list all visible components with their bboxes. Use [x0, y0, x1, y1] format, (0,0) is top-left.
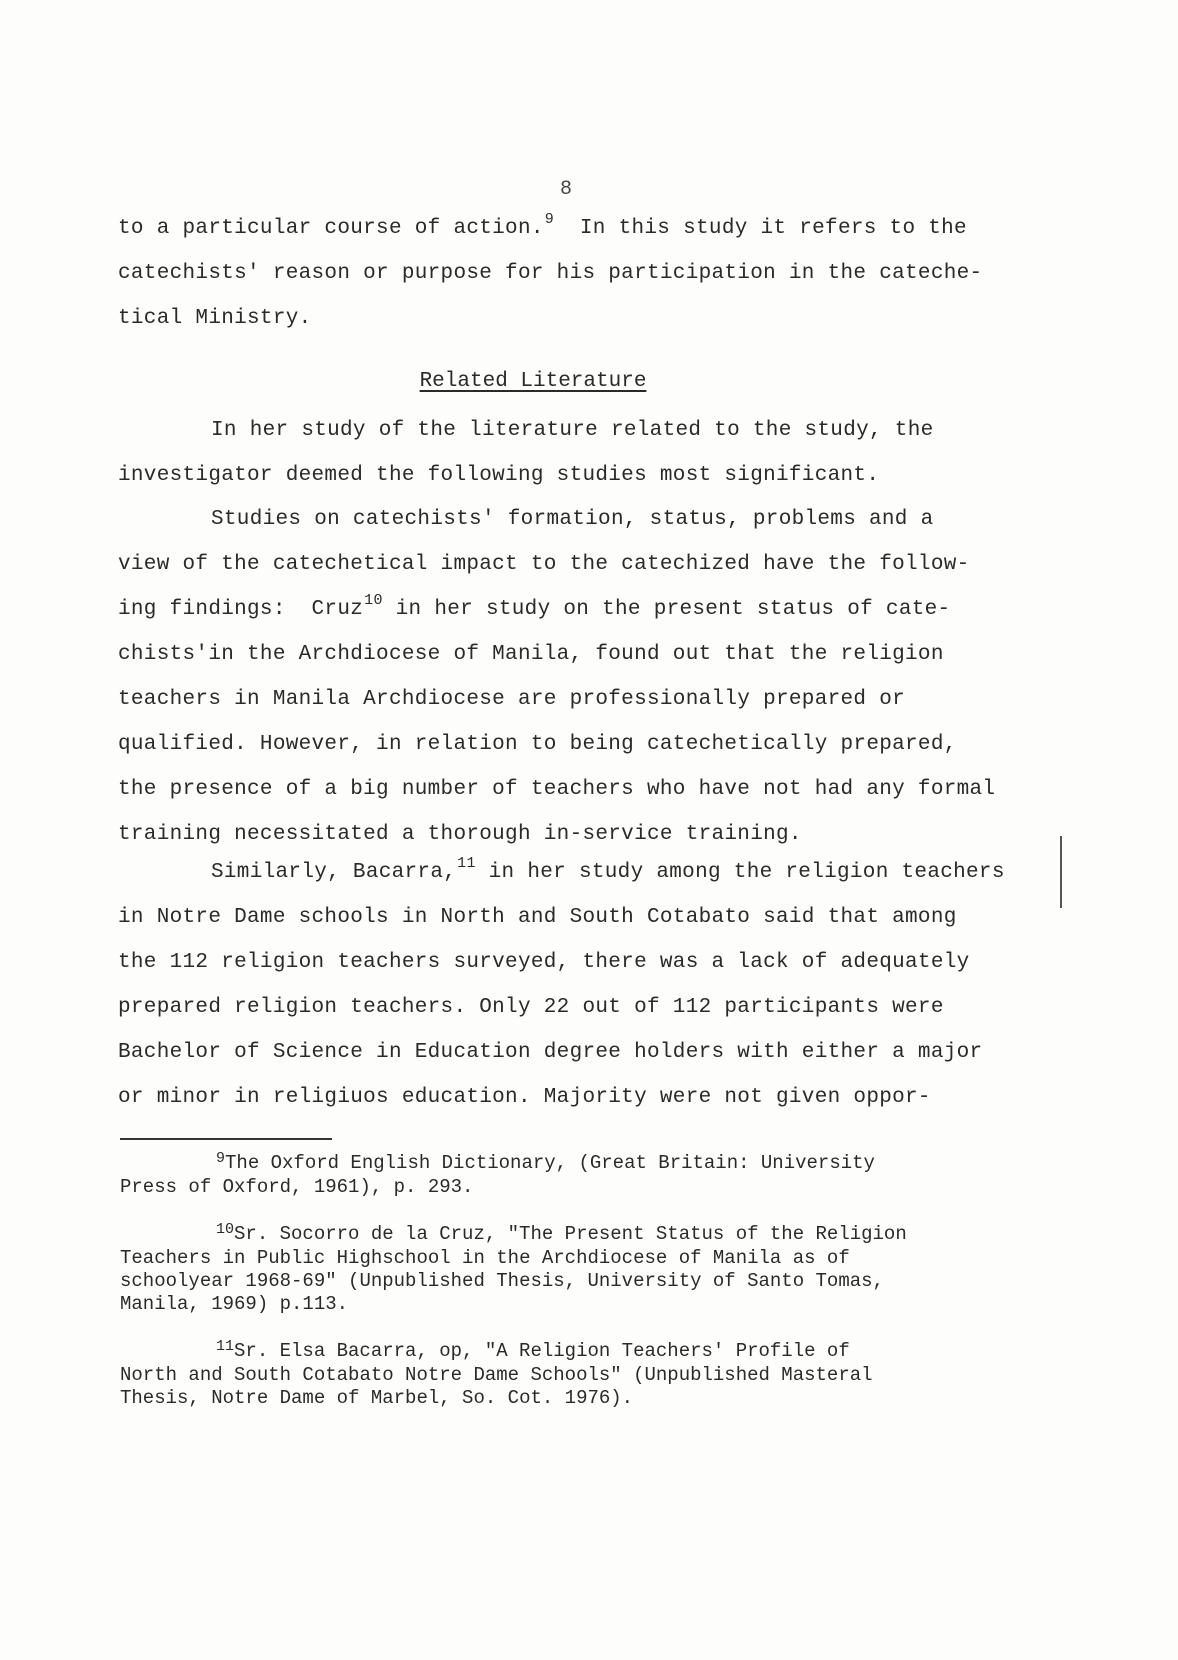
footnote-ref-11: 11 [457, 855, 476, 872]
text-line: Bachelor of Science in Education degree holders with either a major [118, 1041, 983, 1064]
text-line: in Notre Dame schools in North and South Cotabato said that among [118, 906, 957, 929]
footnote-9: $^9$The Oxford English Dictionary, (Great Britain: University Press of Oxford, 1961), p. 293. [120, 1150, 875, 1198]
text-line: training necessitated a thorough in-service training. [118, 823, 802, 846]
footnote-ref-10: 10 [364, 592, 383, 609]
text-line: the 112 religion teachers surveyed, there was a lack of adequately [118, 951, 970, 974]
text-line: or minor in religiuos education. Majority were not given oppor- [118, 1086, 931, 1109]
page-number: 8 [560, 178, 573, 201]
text-line: Similarly, Bacarra,$^{11}$ in her study among the religion teachers [211, 855, 1005, 884]
paragraph-2 [118, 497, 1038, 857]
text-line: qualified. However, in relation to being catechetically prepared, [118, 733, 957, 756]
paragraph-1 [118, 408, 1038, 498]
footnotes [120, 1152, 1040, 1434]
text-line: the presence of a big number of teachers who have not had any formal [118, 778, 996, 801]
section-heading: Related Literature [419, 370, 647, 393]
text-line: investigator deemed the following studies most significant. [118, 464, 880, 487]
text-line: In her study of the literature related to the study, the [211, 419, 934, 442]
footnote-ref-9: 9 [544, 211, 555, 228]
footnote-separator [120, 1138, 332, 1140]
text-line: view of the catechetical impact to the catechized have the follow- [118, 553, 970, 576]
text-line: Studies on catechists' formation, status, problems and a [211, 508, 934, 531]
footnote-11: $^{11}$Sr. Elsa Bacarra, op, "A Religion Teachers' Profile of North and South Cotabato Notre Dame Schools" (Unpublished Masteral Thesis, Notre Dame of Marbel, So. Cot. 1976). [120, 1338, 873, 1409]
text-line: catechists' reason or purpose for his participation in the cateche- [118, 262, 983, 285]
text-line: ing findings: Cruz$^{10}$ in her study on the present status of cate- [118, 592, 951, 621]
text-line: teachers in Manila Archdiocese are professionally prepared or [118, 688, 906, 711]
scan-artifact [1060, 836, 1062, 908]
text-line: tical Ministry. [118, 307, 312, 330]
intro-paragraph [118, 206, 1038, 341]
text-line: chists'in the Archdiocese of Manila, found out that the religion [118, 643, 944, 666]
text-line: prepared religion teachers. Only 22 out of 112 participants were [118, 996, 944, 1019]
footnote-10: $^{10}$Sr. Socorro de la Cruz, "The Present Status of the Religion Teachers in Public Highschool in the Archdiocese of Manila as of schoolyear 1968-69" (Unpublished Thesis, University of Santo Tomas, Manila, 1969) p.113. [120, 1221, 907, 1315]
paragraph-3 [118, 850, 1038, 1120]
text-line: to a particular course of action.$^9$ In this study it refers to the [118, 211, 967, 240]
